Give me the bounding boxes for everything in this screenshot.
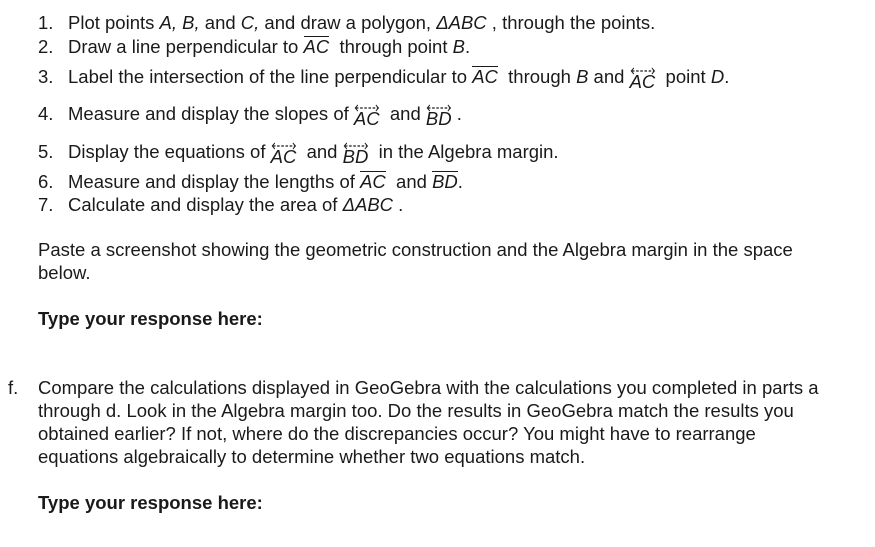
point-labels: A, B, <box>159 12 200 33</box>
step-3 <box>38 66 858 103</box>
triangle-symbol: ΔABC <box>436 12 487 33</box>
step-text: Label the intersection of the line perpendicular to <box>68 66 473 87</box>
line-notation <box>271 148 297 167</box>
point-label: B <box>452 36 465 57</box>
line-notation <box>354 110 380 129</box>
part-f-letter: f. <box>8 377 19 398</box>
segment-notation: AC <box>360 171 386 192</box>
step-text: . <box>724 66 730 87</box>
response-prompt-1[interactable]: Type your response here: <box>38 308 263 329</box>
line-notation <box>426 110 452 129</box>
step-text: Measure and display the slopes of <box>68 103 354 124</box>
line-label: AC <box>353 108 380 129</box>
step-text: Plot points <box>68 12 160 33</box>
line-arrow-icon <box>426 104 452 112</box>
response-prompt-2[interactable]: Type your response here: <box>38 492 263 513</box>
triangle-symbol: ΔABC <box>342 194 394 215</box>
instruction-steps <box>38 12 858 213</box>
step-text: point <box>655 66 711 87</box>
step-number: 1. <box>38 12 54 33</box>
segment-notation: BD <box>432 171 458 192</box>
point-label: B <box>576 66 589 87</box>
segment-notation: AC <box>303 36 330 57</box>
step-number: 7. <box>38 194 54 215</box>
paste-instruction: Paste a screenshot showing the geometric construction and the Algebra margin in the space below. <box>38 239 793 283</box>
step-4 <box>38 103 858 139</box>
step-text: Calculate and display the area of <box>68 194 343 215</box>
step-7 <box>38 194 858 217</box>
line-label: BD <box>425 108 452 129</box>
step-number: 3. <box>38 66 54 87</box>
line-notation <box>630 73 656 92</box>
line-arrow-icon <box>354 104 380 112</box>
step-text: Measure and display the lengths of <box>68 171 361 192</box>
step-text: through point <box>329 36 453 57</box>
step-2 <box>38 36 858 64</box>
step-text: . <box>457 171 463 192</box>
line-arrow-icon <box>630 67 656 75</box>
step-number: 6. <box>38 171 54 192</box>
step-text: Display the equations of <box>68 141 271 162</box>
step-text: in the Algebra margin. <box>368 141 559 162</box>
step-text: . <box>464 36 471 57</box>
line-arrow-icon <box>343 142 369 150</box>
step-text: Draw a line perpendicular to <box>68 36 304 57</box>
step-text: and <box>385 171 433 192</box>
step-5 <box>38 141 858 171</box>
step-text: and <box>588 66 630 87</box>
step-text: and <box>296 141 343 162</box>
step-1 <box>38 12 858 36</box>
step-number: 5. <box>38 141 54 162</box>
step-text: . <box>393 194 404 215</box>
part-f-question: Compare the calculations displayed in GeoGebra with the calculations you completed in parts a through d. Look in the Algebra margin too. Do the results in GeoGebra match the results you obtained earlier? If not, where do the discrepancies occur? You might have to rearrange equations algebraically to determine whether two equations match. <box>38 377 819 467</box>
step-text: through <box>497 66 577 87</box>
step-6 <box>38 171 858 194</box>
step-number: 2. <box>38 36 54 57</box>
step-text: and <box>379 103 426 124</box>
step-text: and <box>199 12 241 33</box>
step-text: and draw a polygon, <box>259 12 437 33</box>
step-number: 4. <box>38 103 54 124</box>
segment-notation: AC <box>472 66 498 87</box>
line-label: AC <box>629 71 656 92</box>
line-label: BD <box>342 146 369 167</box>
step-text: . <box>451 103 462 124</box>
point-label: D <box>710 66 725 87</box>
line-label: AC <box>270 146 297 167</box>
line-arrow-icon <box>271 142 297 150</box>
step-text: , through the points. <box>486 12 656 33</box>
line-notation <box>343 148 369 167</box>
point-label: C, <box>240 12 260 33</box>
